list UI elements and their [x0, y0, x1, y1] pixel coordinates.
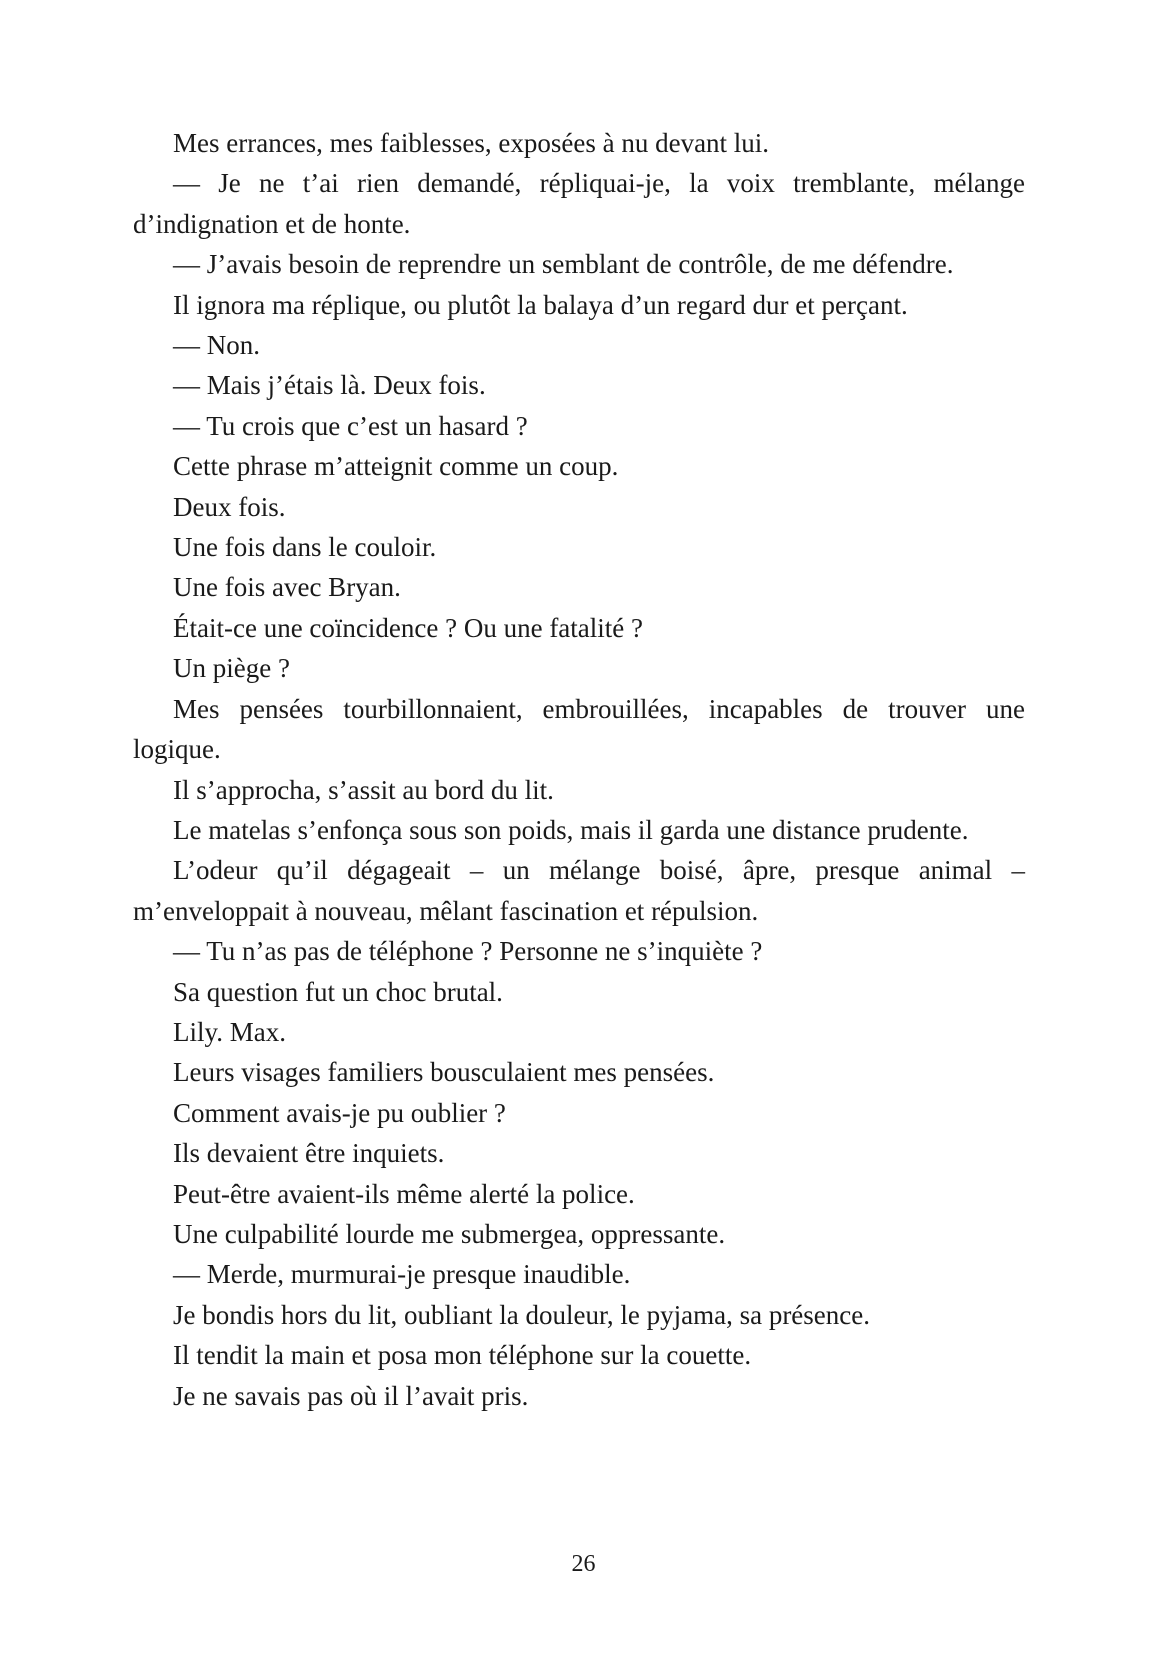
- paragraph: Le matelas s’enfonça sous son poids, mais il garda une distance prudente.: [173, 814, 969, 845]
- paragraph: — Mais j’étais là. Deux fois.: [173, 370, 486, 401]
- paragraph: Mes errances, mes faiblesses, exposées à nu devant lui.: [173, 128, 770, 158]
- paragraph: Comment avais-je pu oublier ?: [173, 1097, 506, 1128]
- paragraph: Peut-être avaient-ils même alerté la police.: [173, 1178, 635, 1209]
- paragraph: Une fois avec Bryan.: [173, 572, 401, 603]
- paragraph: — Non.: [173, 330, 260, 361]
- paragraph: Mes pensées tourbillonnaient, embrouillées, incapables de trouver une logique.: [133, 693, 1025, 765]
- paragraph: Leurs visages familiers bousculaient mes pensées.: [173, 1057, 715, 1088]
- page-number: 26: [571, 1551, 596, 1577]
- paragraph: — Tu n’as pas de téléphone ? Personne ne s’inquiète ?: [173, 936, 763, 967]
- paragraph: Une fois dans le couloir.: [173, 532, 437, 563]
- paragraph: — Merde, murmurai-je presque inaudible.: [173, 1259, 631, 1290]
- paragraph: Une culpabilité lourde me submergea, oppressante.: [173, 1218, 726, 1249]
- paragraph: Je bondis hors du lit, oubliant la douleur, le pyjama, sa présence.: [173, 1299, 871, 1330]
- paragraph: Je ne savais pas où il l’avait pris.: [173, 1380, 529, 1411]
- paragraph: Sa question fut un choc brutal.: [173, 976, 503, 1007]
- paragraph: Ils devaient être inquiets.: [173, 1138, 445, 1169]
- paragraph: Un piège ?: [173, 653, 290, 684]
- paragraph: Il s’approcha, s’assit au bord du lit.: [173, 774, 554, 805]
- paragraph: — Tu crois que c’est un hasard ?: [173, 410, 528, 441]
- paragraph: L’odeur qu’il dégageait – un mélange boisé, âpre, presque animal – m’enveloppait à nouveau, mêlant fascination et répulsion.: [133, 855, 1025, 926]
- paragraph: — J’avais besoin de reprendre un semblant de contrôle, de me défendre.: [173, 249, 954, 280]
- paragraph: Il tendit la main et posa mon téléphone sur la couette.: [173, 1340, 752, 1371]
- paragraph: — Je ne t’ai rien demandé, répliquai-je, la voix tremblante, mélange d’indignation et de honte.: [133, 168, 1025, 239]
- paragraph: Lily. Max.: [173, 1016, 286, 1047]
- paragraph: Était-ce une coïncidence ? Ou une fatalité ?: [173, 612, 643, 643]
- paragraph: Il ignora ma réplique, ou plutôt la balaya d’un regard dur et perçant.: [173, 289, 908, 320]
- page-body-text: [133, 123, 1025, 1416]
- paragraph: Cette phrase m’atteignit comme un coup.: [173, 451, 619, 482]
- paragraph: Deux fois.: [173, 491, 286, 522]
